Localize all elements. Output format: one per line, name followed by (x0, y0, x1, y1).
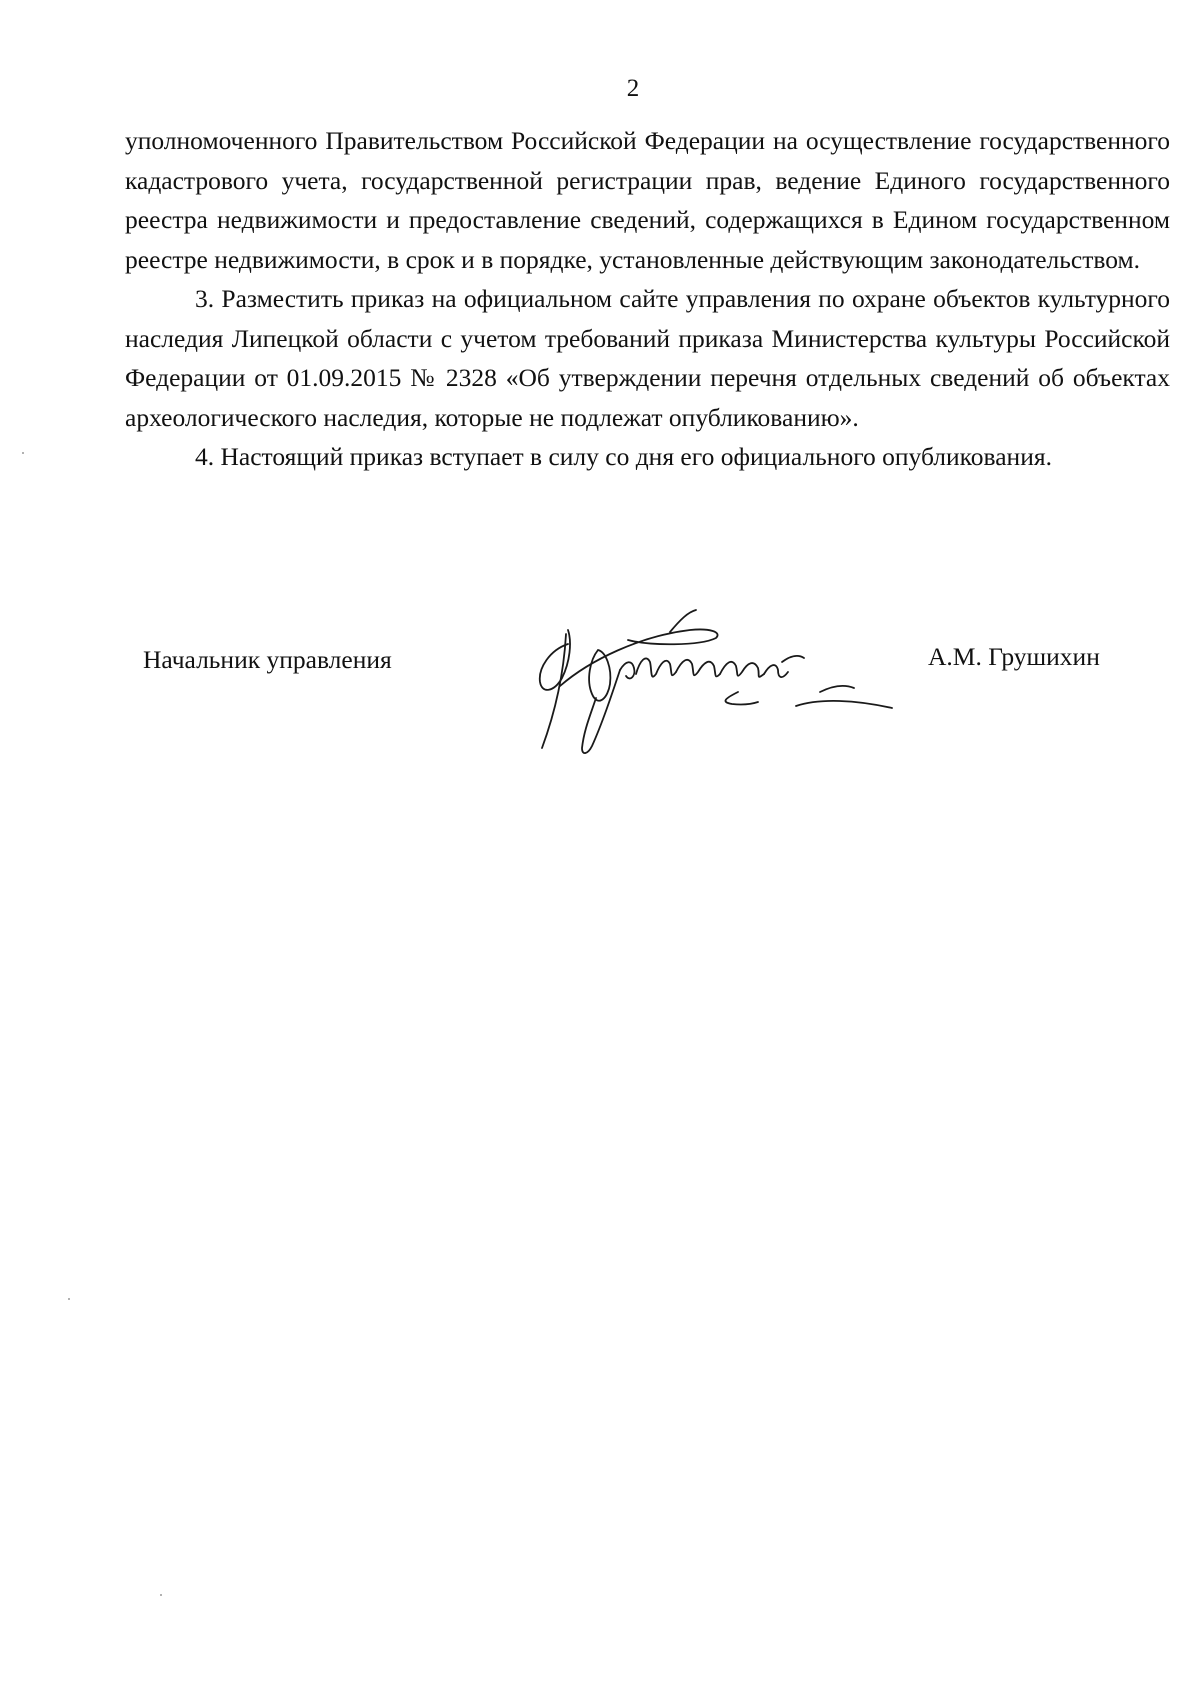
document-body (125, 121, 1170, 477)
signatory-position: Начальник управления (143, 645, 392, 674)
paragraph-continuation: уполномоченного Правительством Российской Федерации на осуществление государственного кадастрового учета, государственной регистрации прав, ведение Единого государственного реестра недвижимости и предоставление сведений, содержащихся в Едином государственном реестре недвижимости, в срок и в порядке, установленные действующим законодательством. (125, 126, 1170, 274)
handwritten-signature-icon (520, 590, 960, 760)
scan-speck (22, 452, 24, 454)
signature-block (0, 590, 1200, 770)
scan-speck (160, 1594, 162, 1596)
scan-speck (68, 1298, 70, 1300)
paragraph-item-4: 4. Настоящий приказ вступает в силу со дня его официального опубликования. (195, 442, 1052, 471)
signatory-name: А.М. Грушихин (928, 642, 1100, 671)
paragraph-item-3: 3. Разместить приказ на официальном сайте управления по охране объектов культурного наследия Липецкой области с учетом требований приказа Министерства культуры Российской Федерации от 01.09.2015 № 2328 «Об утверждении перечня отдельных сведений об объектах археологического наследия, которые не подлежат опубликованию». (125, 284, 1170, 432)
page-number: 2 (626, 75, 640, 102)
